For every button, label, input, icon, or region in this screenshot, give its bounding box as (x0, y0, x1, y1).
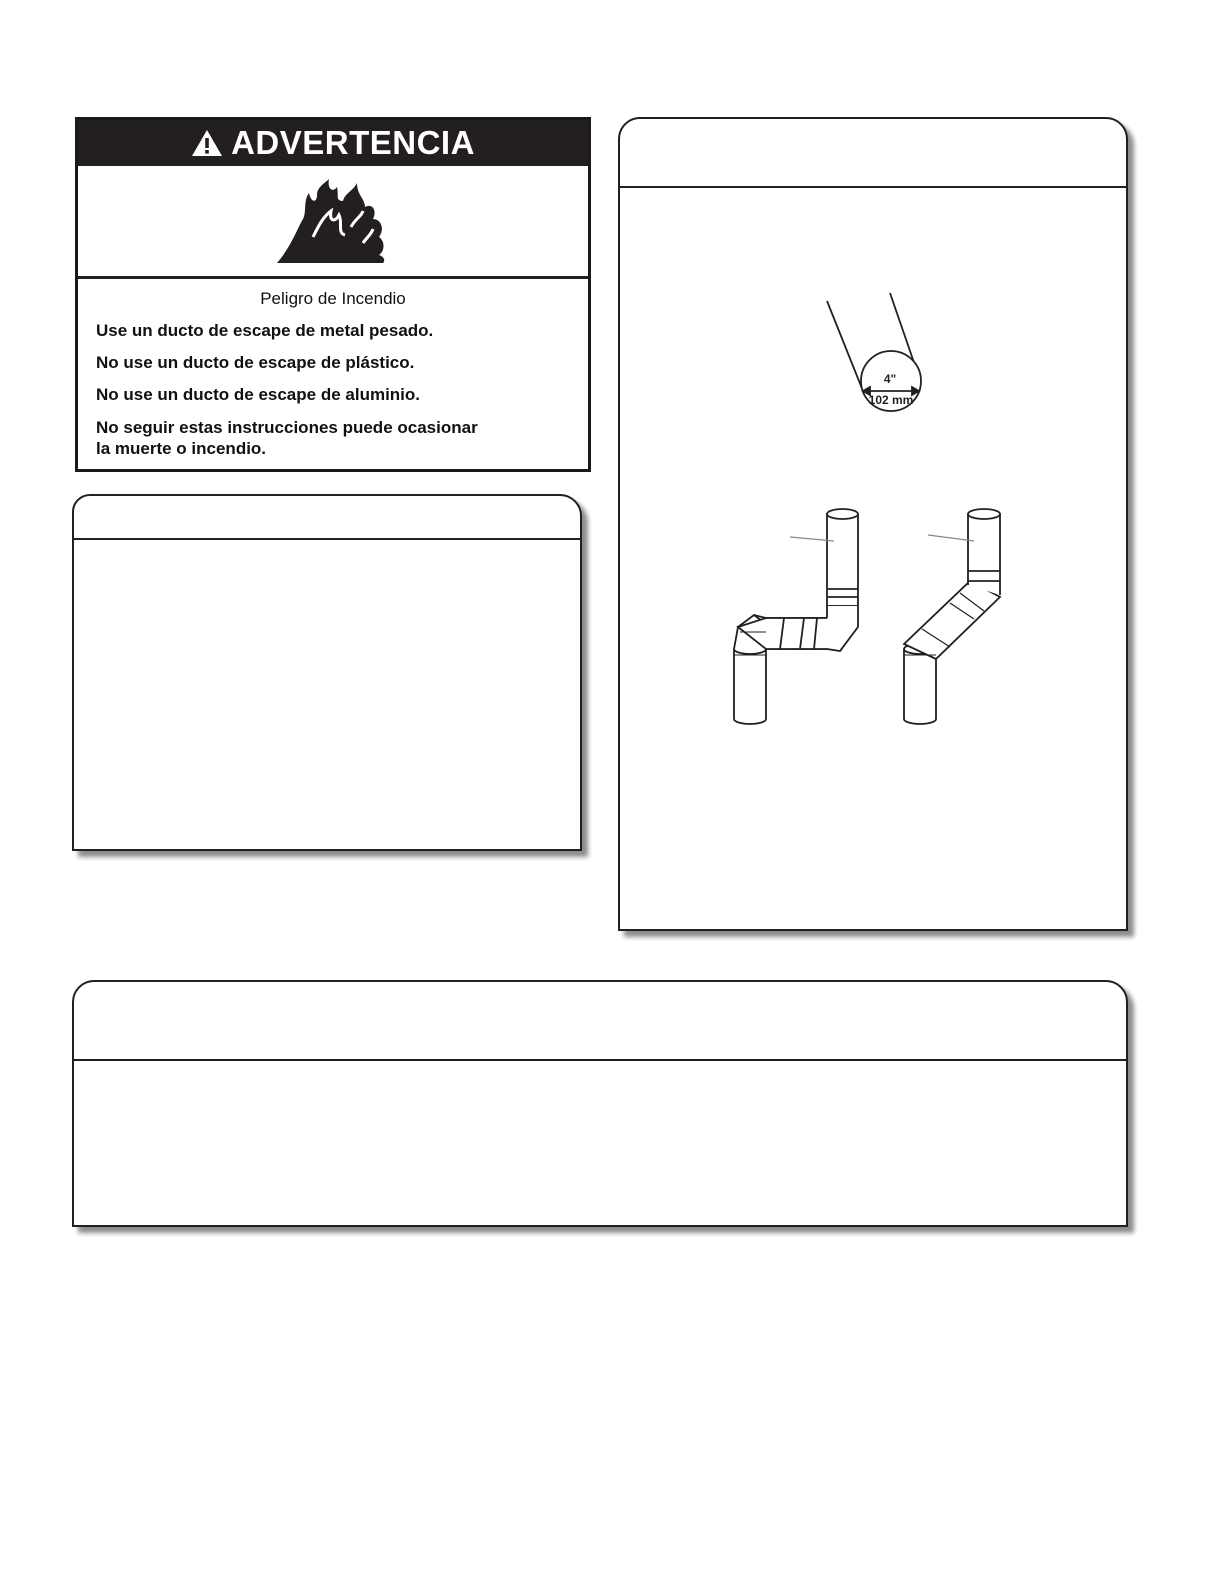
duct-diagrams (620, 119, 1126, 929)
warning-line-3: No use un ducto de escape de aluminio. (96, 385, 421, 404)
warning-box (75, 117, 591, 472)
warning-body (78, 279, 588, 459)
right-panel (618, 117, 1128, 931)
warning-line-4a: No seguir estas instrucciones puede ocasionar (96, 418, 478, 437)
fire-icon (273, 177, 393, 265)
left-panel (72, 494, 582, 851)
diameter-inch-label: 4" (883, 372, 897, 386)
fire-icon-area (78, 166, 588, 279)
warning-line-2: No use un ducto de escape de plástico. (96, 353, 415, 372)
warning-line-1: Use un ducto de escape de metal pesado. (96, 321, 434, 340)
left-panel-rule (74, 538, 580, 540)
warning-header (78, 120, 588, 166)
duct-offset-angled-leader (928, 535, 974, 541)
warning-line-4 (96, 417, 570, 459)
warning-line-4b: la muerte o incendio. (96, 439, 267, 458)
warning-triangle-icon (191, 129, 223, 157)
bottom-panel-rule (74, 1059, 1126, 1061)
hazard-title: Peligro de Incendio (260, 289, 406, 308)
diameter-mm-label: 102 mm (868, 393, 914, 407)
duct-offset-angled (904, 509, 1000, 724)
warning-title: ADVERTENCIA (231, 124, 475, 161)
bottom-panel (72, 980, 1128, 1227)
duct-offset-elbows (734, 509, 858, 724)
